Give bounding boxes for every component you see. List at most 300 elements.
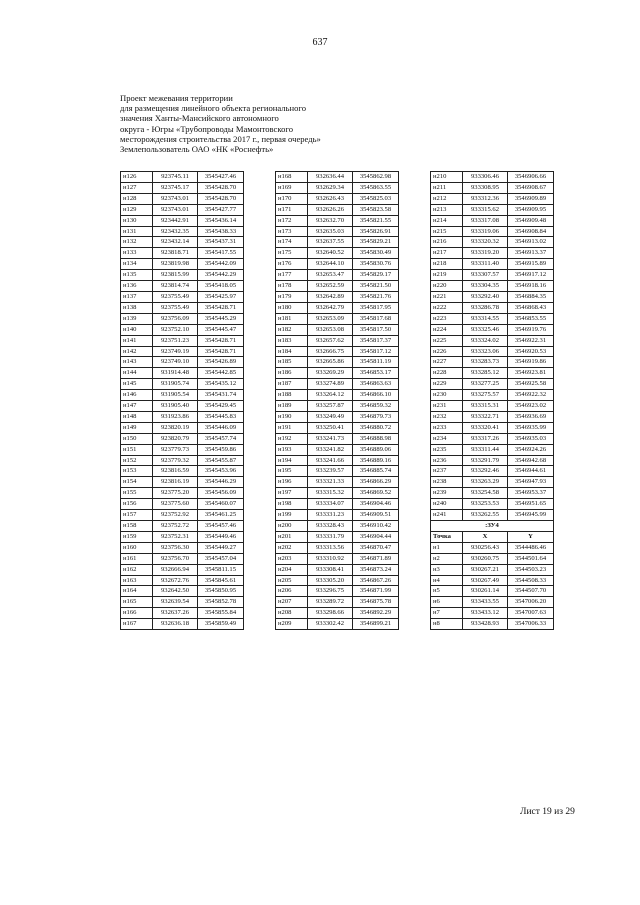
point-cell: н239 xyxy=(431,488,463,499)
table-row xyxy=(431,281,554,292)
y-cell: 3546853.55 xyxy=(508,313,554,324)
y-cell: 3545418.05 xyxy=(198,281,244,292)
y-cell: 3545449.27 xyxy=(198,542,244,553)
x-cell: 933307.57 xyxy=(463,270,508,281)
y-cell: 3545445.47 xyxy=(198,324,244,335)
x-cell: 923743.01 xyxy=(153,204,198,215)
point-cell: н194 xyxy=(276,455,308,466)
point-cell: н235 xyxy=(431,444,463,455)
point-cell: н171 xyxy=(276,204,308,215)
header-line: для размещения линейного объекта регионального xyxy=(120,103,307,114)
point-cell: н206 xyxy=(276,586,308,597)
y-cell: 3545456.09 xyxy=(198,488,244,499)
x-cell: 931905.54 xyxy=(153,390,198,401)
y-cell: 3545417.55 xyxy=(198,248,244,259)
point-cell: н1 xyxy=(431,542,463,553)
table-row xyxy=(276,248,399,259)
y-cell: 3546908.84 xyxy=(508,226,554,237)
header-line: Землепользователь ОАО «НК «Роснефть» xyxy=(120,144,274,155)
point-cell: н223 xyxy=(431,313,463,324)
point-cell: н236 xyxy=(431,455,463,466)
table-row xyxy=(276,215,399,226)
table-row xyxy=(121,619,244,630)
point-cell: н6 xyxy=(431,597,463,608)
table-row xyxy=(431,204,554,215)
x-cell: 932626.43 xyxy=(308,193,353,204)
table-row xyxy=(276,193,399,204)
table-row xyxy=(121,553,244,564)
table-row xyxy=(121,401,244,412)
y-cell: 3546867.26 xyxy=(353,575,399,586)
table-row xyxy=(121,291,244,302)
y-cell: 3546875.78 xyxy=(353,597,399,608)
point-cell: н145 xyxy=(121,379,153,390)
point-cell: н187 xyxy=(276,379,308,390)
x-cell: 933319.06 xyxy=(463,226,508,237)
x-cell: 933253.53 xyxy=(463,499,508,510)
x-cell: 932632.70 xyxy=(308,215,353,226)
x-cell: 930256.43 xyxy=(463,542,508,553)
table-row xyxy=(276,619,399,630)
y-cell: 3545862.98 xyxy=(353,172,399,183)
x-cell: 933269.29 xyxy=(308,368,353,379)
header-line: Проект межевания территории xyxy=(120,93,233,103)
table-row xyxy=(121,586,244,597)
table-row xyxy=(121,444,244,455)
y-cell: 3546945.99 xyxy=(508,510,554,521)
x-cell: 923751.23 xyxy=(153,335,198,346)
x-cell: 933291.79 xyxy=(463,455,508,466)
x-cell: 933310.92 xyxy=(308,553,353,564)
x-cell: 933325.46 xyxy=(463,324,508,335)
y-cell: 3545442.09 xyxy=(198,259,244,270)
x-cell: 931914.48 xyxy=(153,368,198,379)
x-cell: 933274.89 xyxy=(308,379,353,390)
point-cell: н224 xyxy=(431,324,463,335)
y-cell: 3546879.73 xyxy=(353,411,399,422)
point-cell: н191 xyxy=(276,422,308,433)
y-cell: 3545459.86 xyxy=(198,444,244,455)
table-row xyxy=(276,433,399,444)
x-cell: 933331.23 xyxy=(308,510,353,521)
table-row xyxy=(431,291,554,302)
y-cell: 3545811.15 xyxy=(198,564,244,575)
point-cell: н139 xyxy=(121,313,153,324)
x-cell: 923775.20 xyxy=(153,488,198,499)
point-cell: н189 xyxy=(276,401,308,412)
y-cell: 3546922.32 xyxy=(508,390,554,401)
y-cell: 3546899.21 xyxy=(353,619,399,630)
x-cell: 932640.52 xyxy=(308,248,353,259)
table-row xyxy=(276,346,399,357)
y-cell: 3545811.19 xyxy=(353,357,399,368)
header-line: значения Ханты-Мансийского автономного xyxy=(120,113,279,124)
table-row xyxy=(431,357,554,368)
table-row xyxy=(121,608,244,619)
x-cell: 933241.82 xyxy=(308,444,353,455)
point-cell: н2 xyxy=(431,553,463,564)
table-row xyxy=(431,182,554,193)
x-cell: 932636.44 xyxy=(308,172,353,183)
point-cell: н126 xyxy=(121,172,153,183)
table-row xyxy=(121,390,244,401)
y-cell: 3545427.77 xyxy=(198,204,244,215)
x-cell: 933262.55 xyxy=(463,510,508,521)
table-row xyxy=(121,477,244,488)
x-cell: 933257.87 xyxy=(308,401,353,412)
table-row xyxy=(276,302,399,313)
table-row xyxy=(121,193,244,204)
table-row xyxy=(431,477,554,488)
x-cell: 933315.32 xyxy=(308,488,353,499)
point-cell: н229 xyxy=(431,379,463,390)
table-row xyxy=(431,542,554,553)
y-cell: 3546936.69 xyxy=(508,411,554,422)
point-cell: н195 xyxy=(276,466,308,477)
y-cell: 3545817.50 xyxy=(353,324,399,335)
y-cell: 3546923.02 xyxy=(508,401,554,412)
table-row xyxy=(431,444,554,455)
y-cell: 3545428.71 xyxy=(198,346,244,357)
x-cell: 932635.03 xyxy=(308,226,353,237)
x-cell: 930267.21 xyxy=(463,564,508,575)
table-row xyxy=(121,433,244,444)
point-cell: н138 xyxy=(121,302,153,313)
y-cell: 3547006.33 xyxy=(508,619,554,630)
point-cell: н137 xyxy=(121,291,153,302)
x-cell: 933275.57 xyxy=(463,390,508,401)
x-cell: 933321.33 xyxy=(308,477,353,488)
x-cell: 933285.12 xyxy=(463,368,508,379)
point-cell: н207 xyxy=(276,597,308,608)
table-row xyxy=(431,510,554,521)
point-cell: н241 xyxy=(431,510,463,521)
table-row xyxy=(121,237,244,248)
x-cell: 933317.26 xyxy=(463,433,508,444)
x-cell: 932629.34 xyxy=(308,182,353,193)
table-row xyxy=(121,521,244,532)
point-cell: н234 xyxy=(431,433,463,444)
x-cell: 933331.79 xyxy=(308,531,353,542)
y-cell: 3546919.76 xyxy=(508,324,554,335)
y-cell: 3545457.46 xyxy=(198,521,244,532)
table-row xyxy=(431,564,554,575)
y-cell: 3546953.37 xyxy=(508,488,554,499)
x-cell: 932642.50 xyxy=(153,586,198,597)
x-cell: 923820.79 xyxy=(153,433,198,444)
y-cell: 3545429.45 xyxy=(198,401,244,412)
table-row xyxy=(276,597,399,608)
table-row xyxy=(121,172,244,183)
table-row xyxy=(276,466,399,477)
y-cell: 3545821.50 xyxy=(353,281,399,292)
point-cell: н160 xyxy=(121,542,153,553)
table-row xyxy=(121,368,244,379)
point-cell: н143 xyxy=(121,357,153,368)
x-cell: 923432.14 xyxy=(153,237,198,248)
column-header: X xyxy=(463,531,508,542)
y-cell: 3546944.61 xyxy=(508,466,554,477)
x-cell: 933320.32 xyxy=(463,237,508,248)
x-cell: 933319.20 xyxy=(463,248,508,259)
table-row xyxy=(276,237,399,248)
y-cell: 3546870.47 xyxy=(353,542,399,553)
table-row xyxy=(276,575,399,586)
y-cell: 3545436.14 xyxy=(198,215,244,226)
point-cell: н146 xyxy=(121,390,153,401)
table-row xyxy=(121,313,244,324)
table-row xyxy=(276,335,399,346)
table-row xyxy=(431,411,554,422)
x-cell: 932636.18 xyxy=(153,619,198,630)
y-cell: 3544507.70 xyxy=(508,586,554,597)
point-cell: н182 xyxy=(276,324,308,335)
point-cell: н148 xyxy=(121,411,153,422)
x-cell: 923432.35 xyxy=(153,226,198,237)
table-row xyxy=(276,564,399,575)
x-cell: 931905.40 xyxy=(153,401,198,412)
x-cell: 933315.31 xyxy=(463,401,508,412)
point-cell: н219 xyxy=(431,270,463,281)
point-cell: н128 xyxy=(121,193,153,204)
x-cell: 933428.93 xyxy=(463,619,508,630)
table-row xyxy=(121,270,244,281)
y-cell: 3546871.99 xyxy=(353,586,399,597)
x-cell: 933324.02 xyxy=(463,335,508,346)
x-cell: 932642.89 xyxy=(308,291,353,302)
y-cell: 3546909.51 xyxy=(353,510,399,521)
y-cell: 3546909.48 xyxy=(508,215,554,226)
x-cell: 933296.75 xyxy=(308,586,353,597)
point-cell: н131 xyxy=(121,226,153,237)
y-cell: 3545829.21 xyxy=(353,237,399,248)
table-row xyxy=(276,270,399,281)
point-cell: н134 xyxy=(121,259,153,270)
point-cell: н205 xyxy=(276,575,308,586)
point-cell: н141 xyxy=(121,335,153,346)
table-row xyxy=(276,422,399,433)
point-cell: н183 xyxy=(276,335,308,346)
point-cell: н238 xyxy=(431,477,463,488)
y-cell: 3546868.43 xyxy=(508,302,554,313)
point-cell: н230 xyxy=(431,390,463,401)
x-cell: 923756.30 xyxy=(153,542,198,553)
point-cell: н163 xyxy=(121,575,153,586)
x-cell: 933286.78 xyxy=(463,302,508,313)
point-cell: н184 xyxy=(276,346,308,357)
point-cell: н215 xyxy=(431,226,463,237)
x-cell: 933317.08 xyxy=(463,215,508,226)
point-cell: н167 xyxy=(121,619,153,630)
x-cell: 923819.98 xyxy=(153,259,198,270)
point-cell: н5 xyxy=(431,586,463,597)
table-row xyxy=(121,379,244,390)
x-cell: 933308.95 xyxy=(463,182,508,193)
y-cell: 3546906.66 xyxy=(508,172,554,183)
y-cell: 3546947.93 xyxy=(508,477,554,488)
point-cell: н149 xyxy=(121,422,153,433)
x-cell: 933308.41 xyxy=(308,564,353,575)
x-cell: 933292.46 xyxy=(463,466,508,477)
point-cell: н127 xyxy=(121,182,153,193)
y-cell: 3546913.02 xyxy=(508,237,554,248)
point-cell: н192 xyxy=(276,433,308,444)
table-row xyxy=(431,215,554,226)
point-cell: н181 xyxy=(276,313,308,324)
table-row xyxy=(431,226,554,237)
table-row xyxy=(276,357,399,368)
x-cell: 923752.31 xyxy=(153,531,198,542)
y-cell: 3545428.70 xyxy=(198,193,244,204)
table-row xyxy=(121,357,244,368)
point-cell: н211 xyxy=(431,182,463,193)
point-cell: н213 xyxy=(431,204,463,215)
y-cell: 3545445.83 xyxy=(198,411,244,422)
x-cell: 933312.36 xyxy=(463,193,508,204)
y-cell: 3546935.03 xyxy=(508,433,554,444)
y-cell: 3545431.74 xyxy=(198,390,244,401)
point-cell: н7 xyxy=(431,608,463,619)
y-cell: 3545830.76 xyxy=(353,259,399,270)
point-cell: н196 xyxy=(276,477,308,488)
x-cell: 923775.60 xyxy=(153,499,198,510)
point-cell: н129 xyxy=(121,204,153,215)
x-cell: 933328.43 xyxy=(308,521,353,532)
table-row xyxy=(431,302,554,313)
table-row xyxy=(276,291,399,302)
y-cell: 3546866.10 xyxy=(353,390,399,401)
y-cell: 3545821.76 xyxy=(353,291,399,302)
x-cell: 933433.55 xyxy=(463,597,508,608)
y-cell: 3545457.74 xyxy=(198,433,244,444)
y-cell: 3545461.25 xyxy=(198,510,244,521)
y-cell: 3545460.07 xyxy=(198,499,244,510)
y-cell: 3546917.12 xyxy=(508,270,554,281)
point-cell: н176 xyxy=(276,259,308,270)
point-cell: н190 xyxy=(276,411,308,422)
y-cell: 3546869.52 xyxy=(353,488,399,499)
x-cell: 923442.91 xyxy=(153,215,198,226)
x-cell: 923752.92 xyxy=(153,510,198,521)
y-cell: 3544501.64 xyxy=(508,553,554,564)
point-cell: н200 xyxy=(276,521,308,532)
point-cell: н220 xyxy=(431,281,463,292)
x-cell: 933334.07 xyxy=(308,499,353,510)
point-cell: н232 xyxy=(431,411,463,422)
x-cell: 923815.99 xyxy=(153,270,198,281)
point-cell: н199 xyxy=(276,510,308,521)
x-cell: 933433.12 xyxy=(463,608,508,619)
table-row xyxy=(276,281,399,292)
table-row xyxy=(431,466,554,477)
point-cell: н201 xyxy=(276,531,308,542)
x-cell: 930267.49 xyxy=(463,575,508,586)
y-cell: 3545850.95 xyxy=(198,586,244,597)
point-cell: н226 xyxy=(431,346,463,357)
table-row xyxy=(431,553,554,564)
table-row xyxy=(431,433,554,444)
y-cell: 3545863.55 xyxy=(353,182,399,193)
point-cell: н237 xyxy=(431,466,463,477)
point-cell: н179 xyxy=(276,291,308,302)
table-row xyxy=(121,455,244,466)
y-cell: 3545435.12 xyxy=(198,379,244,390)
point-cell: н217 xyxy=(431,248,463,259)
point-cell: н154 xyxy=(121,477,153,488)
y-cell: 3546884.35 xyxy=(508,291,554,302)
table-row xyxy=(276,553,399,564)
point-cell: н144 xyxy=(121,368,153,379)
y-cell: 3546859.32 xyxy=(353,401,399,412)
page-number: 637 xyxy=(312,37,328,48)
x-cell: 933250.41 xyxy=(308,422,353,433)
x-cell: 931923.86 xyxy=(153,411,198,422)
x-cell: 932644.10 xyxy=(308,259,353,270)
point-cell: н222 xyxy=(431,302,463,313)
table-row xyxy=(276,455,399,466)
x-cell: 923814.74 xyxy=(153,281,198,292)
point-cell: н204 xyxy=(276,564,308,575)
table-row xyxy=(431,346,554,357)
table-row xyxy=(431,270,554,281)
table-row xyxy=(431,324,554,335)
y-cell: 3545455.87 xyxy=(198,455,244,466)
x-cell: 923752.72 xyxy=(153,521,198,532)
point-cell: н185 xyxy=(276,357,308,368)
y-cell: 3546913.37 xyxy=(508,248,554,259)
table-row xyxy=(121,531,244,542)
y-cell: 3545817.12 xyxy=(353,346,399,357)
x-cell: 933289.72 xyxy=(308,597,353,608)
y-cell: 3546910.42 xyxy=(353,521,399,532)
y-cell: 3545446.09 xyxy=(198,422,244,433)
x-cell: 932639.54 xyxy=(153,597,198,608)
x-cell: 933241.73 xyxy=(308,433,353,444)
point-cell: н209 xyxy=(276,619,308,630)
y-cell: 3545428.71 xyxy=(198,335,244,346)
y-cell: 3545437.31 xyxy=(198,237,244,248)
x-cell: 930260.75 xyxy=(463,553,508,564)
y-cell: 3546885.74 xyxy=(353,466,399,477)
x-cell: 932653.47 xyxy=(308,270,353,281)
point-cell: н198 xyxy=(276,499,308,510)
point-cell: н3 xyxy=(431,564,463,575)
table-row xyxy=(276,204,399,215)
table-row xyxy=(121,302,244,313)
y-cell: 3546871.89 xyxy=(353,553,399,564)
x-cell: 932642.79 xyxy=(308,302,353,313)
sheet-footer: Лист 19 из 29 xyxy=(520,807,575,817)
point-cell: н170 xyxy=(276,193,308,204)
table-row xyxy=(431,619,554,630)
point-cell: н151 xyxy=(121,444,153,455)
y-cell: 3545449.46 xyxy=(198,531,244,542)
point-cell: н212 xyxy=(431,193,463,204)
column-header: Y xyxy=(508,531,554,542)
x-cell: 923756.70 xyxy=(153,553,198,564)
x-cell: 932637.26 xyxy=(153,608,198,619)
point-cell: н227 xyxy=(431,357,463,368)
y-cell: 3546909.89 xyxy=(508,193,554,204)
table-row xyxy=(121,499,244,510)
point-cell: н161 xyxy=(121,553,153,564)
y-cell: 3545823.58 xyxy=(353,204,399,215)
header-line: месторождения строительства 2017 г., первая очередь» xyxy=(120,133,321,144)
coordinates-table-left xyxy=(120,171,244,630)
y-cell: 3546925.58 xyxy=(508,379,554,390)
point-cell: н142 xyxy=(121,346,153,357)
zu4-title-row xyxy=(431,521,554,532)
